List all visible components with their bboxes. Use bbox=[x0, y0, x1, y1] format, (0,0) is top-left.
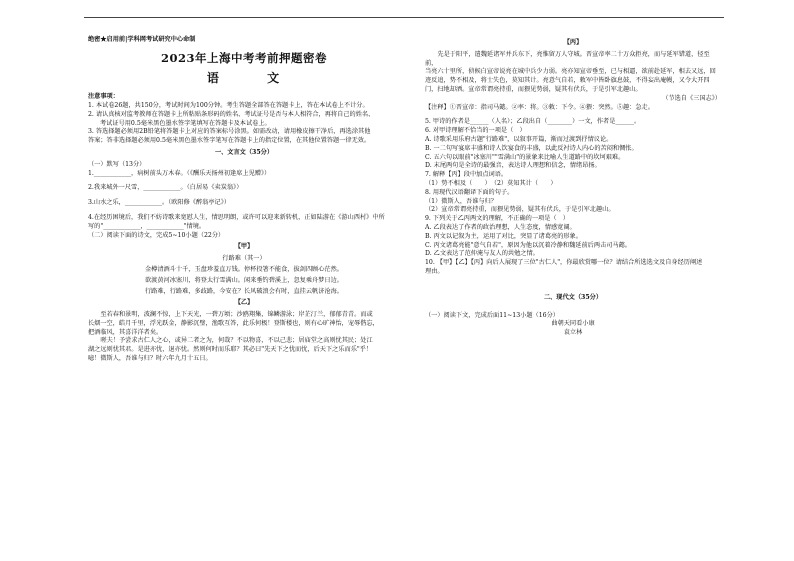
option-item: A. 乙段表达了作者的政治理想，人生态度，情感宽阔。 bbox=[425, 223, 576, 231]
notice-item: 1. 本试卷26题，共150分，考试时间为100分钟。考生答题全部答在答题卡上，答在本试卷上不计分。 bbox=[88, 101, 369, 109]
passage-line: 迹反追，势不相及，将士失色，莫知其计。亮意气自若，敕军中皆卧旗息鼓，不得妄出庵幔，又令大开四 bbox=[425, 77, 710, 85]
question-item: 10. 【甲】【乙】【丙】向后人展现了三位"古仁人"，你最欣赏哪一位？请结合所选选文及自身经历阐述 bbox=[425, 259, 703, 267]
passage-line: 先是于阳平，遣魏延诸军并兵东下，亮惟留万人守城。晋宣帝率二十万众拒亮，而与延军错道，径至前， bbox=[425, 50, 710, 67]
option-item: D. 乙文表达了范仲淹与友人的共勉之情。 bbox=[425, 250, 539, 258]
recite-question: 3.山水之乐，____________。（欧阳修《醉翁亭记》） bbox=[88, 199, 231, 207]
question-group-heading: （一）默写（13分） bbox=[88, 160, 146, 168]
poem-line: 金樽清酒斗十千，玉盘珍羞直万钱。停杯投箸不能食，拔剑四顾心茫然。 bbox=[145, 265, 343, 273]
passage-notes: 【注释】①晋宣帝：指司马懿。②率：将。③敕：下令。④猥：突然。⑤趣：急走。 bbox=[425, 103, 654, 111]
option-item: C. 丙文诸葛亮能"意气自若"，原因为他以沉着冷静和魏延前后两击司马懿。 bbox=[425, 241, 631, 249]
question-item: 8. 用现代汉语翻译下面的句子。 bbox=[425, 188, 514, 196]
option-item: A. 诗歌采用乐府古题"行路难"，以叙事开篇，渐而过渡到抒情议论。 bbox=[425, 135, 613, 143]
notice-item: 考试证号用0.5毫米黑色墨水签字笔填写在答题卡及本试卷上。 bbox=[100, 119, 271, 127]
question-item: 6. 对甲诗理解不恰当的一项是（ ） bbox=[425, 127, 526, 135]
recite-question: 2.我来城外一尺雪，____________。（白居易《卖炭翁》） bbox=[88, 184, 243, 192]
exam-title: 2023年上海中考考前押题密卷 bbox=[160, 50, 327, 65]
question-group-heading: （一）阅读下文，完成后面11~13小题（16分） bbox=[425, 311, 559, 319]
section-heading: 一、文言文（35分） bbox=[214, 148, 274, 156]
question-item: 理由。 bbox=[425, 267, 444, 275]
recite-question: 1.____________，病树前头万木春。（《酬乐天扬州初逢席上见赠》） bbox=[88, 169, 271, 177]
article-title: 曲朝天同看小康 bbox=[551, 320, 595, 328]
recite-question: 写的"____________，____________"情境。 bbox=[88, 222, 206, 230]
question-item: 5. 甲诗的作者是______（人名）；乙段出自（________）一文，作者是______。 bbox=[425, 118, 641, 126]
passage-source: （节选自《三国志》） bbox=[662, 94, 721, 102]
option-item: B. 丙文以记叙为主，运用了对比，突显了诸葛亮的形象。 bbox=[425, 232, 582, 240]
question-item: （1）势不相及（ ） （2）莫知其计（ ） bbox=[425, 179, 557, 187]
notice-item: 答案；答非选择题必须用0.5毫米黑色墨水签字笔写在答题卡上的指定位置，在其他位置答题一律无效。 bbox=[88, 137, 371, 145]
subject-title: 语 文 bbox=[206, 71, 302, 86]
header-rule bbox=[84, 17, 724, 18]
question-group-heading: （二）阅读下面的诗文，完成5~10小题（22分） bbox=[88, 231, 225, 239]
notice-heading: 注意事项： bbox=[88, 93, 119, 101]
right-column bbox=[425, 36, 721, 338]
notice-item: 2. 请认真核对监考教师在答题卡上所粘贴条形码的姓名、考试证号是否与本人相符合，再将自己的姓名、 bbox=[88, 110, 375, 118]
option-item: D. 末尾两句是全诗的最强音，表达诗人理想和信念，情绪昂扬。 bbox=[425, 162, 601, 170]
passage-line: 噫！微斯人，吾谁与归？时六年九月十五日。 bbox=[88, 355, 212, 363]
left-column bbox=[88, 36, 400, 364]
passage-label-jia: 【甲】 bbox=[234, 243, 254, 251]
option-item: B. 一二句写宴席丰盛和诗人饮宴食的丰盛，以此反衬诗人内心的苦闷和惆怅。 bbox=[425, 144, 638, 152]
passage-line: 长烟一空，皓月千里，浮光跃金，静影沉璧，渔歌互答，此乐何极！登斯楼也，则有心旷神怡，宠辱偕忘， bbox=[88, 319, 379, 327]
notice-item: 3. 答选择题必须用2B铅笔将答题卡上对应的答案标号涂黑。如需改动，请用橡皮擦干净后，再选涂其他 bbox=[88, 128, 371, 136]
question-item: （1）微斯人，吾谁与归？ bbox=[425, 197, 497, 205]
passage-label-yi: 【乙】 bbox=[234, 299, 254, 307]
question-item: 9. 下列关于乙丙两文的理解，不正确的一项是（ ） bbox=[425, 215, 569, 223]
section-heading: 二、现代文（35分） bbox=[543, 293, 603, 301]
question-item: 7. 解释【丙】段中加点词语。 bbox=[425, 171, 508, 179]
passage-line: 当亮六十里所，侦候白宣帝说亮在城中兵少力弱。亮亦知宣帝垂至，已与相逼，欲前赴延军，相去又远，回 bbox=[425, 68, 716, 76]
article-author: 袁立林 bbox=[563, 329, 583, 337]
poem-line: 行路难，行路难，多歧路，今安在？长风破浪会有时，直挂云帆济沧海。 bbox=[145, 287, 343, 295]
passage-label-bing: 【丙】 bbox=[563, 39, 583, 46]
poem-title: 行路难（其一） bbox=[222, 255, 266, 263]
option-item: C. 五六句以眼前"冰塞川""雪满山"的景象来比喻人生道路中的坎坷艰难。 bbox=[425, 153, 625, 161]
passage-line: 至若春和景明，波澜不惊，上下天光，一碧万顷；沙鸥翔集，锦鳞游泳；岸芷汀兰，郁郁青青。而或 bbox=[100, 311, 373, 319]
passage-line: 湖之远则忧其君。是进亦忧，退亦忧。然则何时而乐耶？其必曰"先天下之忧而忧，后天下之乐而乐"乎！ bbox=[88, 346, 373, 354]
passage-line: 门，扫地却洒。宣帝常谓亮持重，而猥见势弱，疑其有伏兵，于是引军北趣山。 bbox=[425, 85, 642, 93]
passage-line: 嗟夫！予尝求古仁人之心，或异二者之为，何哉？不以物喜，不以己悲；居庙堂之高则忧其民；处江 bbox=[100, 337, 373, 345]
passage-line: 把酒临风，其喜洋洋者矣。 bbox=[88, 328, 163, 336]
poem-line: 欲渡黄河冰塞川，将登太行雪满山。闲来垂钓碧溪上，忽复乘舟梦日边。 bbox=[145, 276, 343, 284]
recite-question: 4.在经历困境后，我们不妨诗歌来宽慰人生，情思明朗，或许可以迎来新转机，正如陆游在《游山西村》中所 bbox=[88, 213, 385, 221]
question-item: （2）宣帝常谓亮持重，而猥见势弱，疑其有伏兵，于是引军北趣山。 bbox=[425, 206, 615, 214]
secret-line: 绝密★启用前|学科网考试研究中心命制 bbox=[88, 36, 196, 43]
